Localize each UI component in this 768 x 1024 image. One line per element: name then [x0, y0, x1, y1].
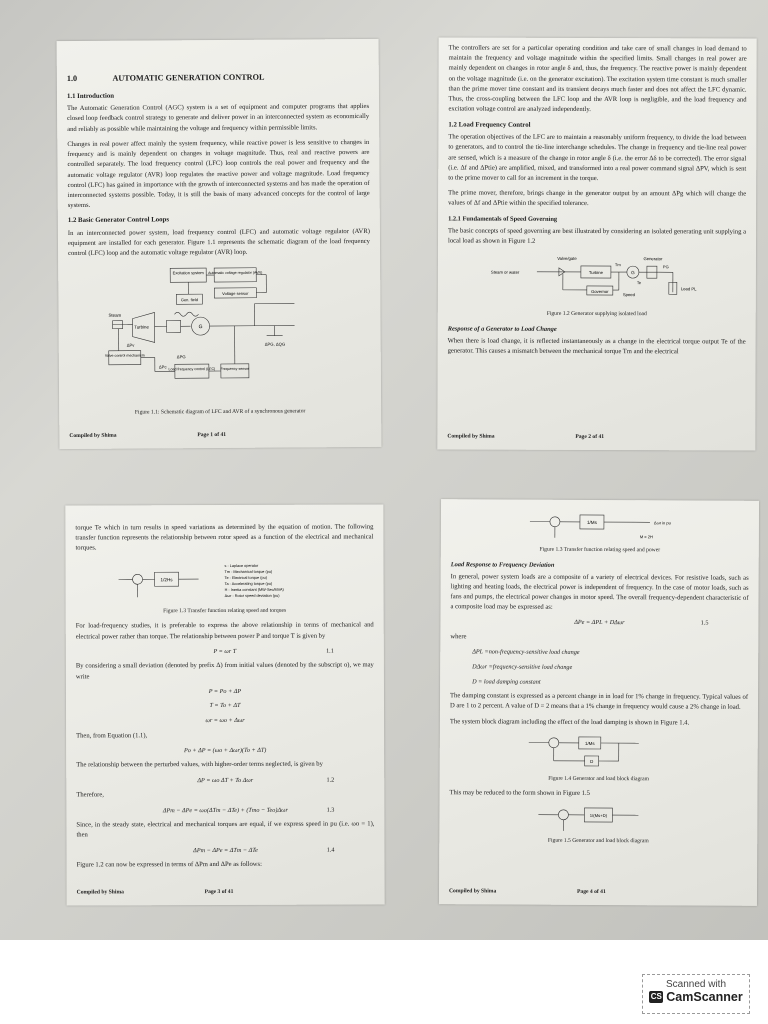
- page-3-footer: [77, 888, 375, 898]
- response-heading: Response of a Generator to Load Change: [447, 325, 557, 333]
- camscanner-watermark: [642, 974, 750, 1014]
- equation-1-1-body: P = ωr T: [213, 647, 237, 655]
- figure-1-4-diagram: [499, 732, 699, 773]
- block-diagram-paragraph: The system block diagram including the effect of the load damping is shown in Figure 1.4.: [449, 717, 690, 727]
- fig-label-generator-g: G: [198, 323, 203, 330]
- figure-1-5-diagram: [498, 804, 698, 835]
- fig2-label-te: Te: [636, 280, 642, 286]
- equation-expanded: Po + ΔP = (ωo + Δωr)(To + ΔT): [183, 746, 267, 754]
- equation-1-4: [76, 845, 374, 856]
- lfc-paragraph-2: The prime mover, therefore, brings change in the generator output by an amount ΔPg which will change the values of Δf and ΔPtie within the specified tolerance.: [448, 189, 747, 208]
- document-page-1: [57, 39, 382, 449]
- speed-governing-paragraph: The basic concepts of speed governing are best illustrated by considering an isolated generating unit supplying a local load as shown in Figure 1.2: [447, 226, 747, 245]
- perturbed-paragraph: The relationship between the perturbed values, with higher-order terms neglected, is given by: [76, 761, 323, 769]
- load-response-heading: Load Response to Frequency Deviation: [450, 560, 555, 569]
- controllers-paragraph: The controllers are set for a particular operating condition and take care of small changes in load demand to maintain the frequency and voltage magnitude within the specified limits. Small changes in real power are mainly dependent on changes in rotor angle δ and, thus, the frequency. The reactive power is mainly dependent on the voltage magnitude (i.e. on the generator excitation). The excitation system time constant is much smaller than the prime mover time constant and its transient decays much faster and does not affect the LFC dynamic. Thus, the cross-coupling between the LFC loop and the AVR loop is negligible, and the load frequency and excitation voltage control are analyzed independently.: [448, 44, 747, 114]
- footer-page-number: Page 2 of 41: [575, 434, 605, 441]
- figure-1-2-diagram: [487, 252, 707, 309]
- intro-paragraph-1: The Automatic Generation Control (AGC) system is a set of equipment and computer programs that applies closed loop feedback control strategy to generate and deliver power in an interconnected system as economically and reliably as possible while maintaining the voltage and frequency within permissible limits.: [67, 103, 370, 133]
- legend-line-1: s - Laplace operator: [224, 563, 259, 568]
- page-1-footer: [69, 430, 371, 441]
- section-heading-basic-loops: 1.2 Basic Generator Control Loops: [67, 216, 169, 225]
- equation-1-5-number: 1.5: [700, 619, 709, 628]
- definition-d: D = load damping constant: [472, 677, 541, 686]
- figure-1-1-schematic: [104, 263, 335, 407]
- fig-label-dpv: ΔPv: [126, 342, 135, 348]
- equation-1-4-number: 1.4: [326, 846, 335, 854]
- footer-page-number: Page 3 of 41: [204, 889, 234, 896]
- footer-author: Compiled by Shima: [448, 888, 497, 895]
- equation-1-3-body: ΔPm − ΔPe = ωo(ΔTm − ΔTe) + (Tmo − Teo)Δωr: [162, 806, 288, 814]
- equation-t: T = To + ΔT: [209, 702, 241, 710]
- page-2-footer: [447, 433, 745, 443]
- legend-line-6: Δωr - Rotor speed deviation (pu): [224, 593, 280, 598]
- fig4a-output: Δωr in pu: [653, 520, 671, 526]
- legend-line-3: Te - Electrical torque (pu): [224, 575, 267, 580]
- fig15-block: 1/(Ms+D): [589, 812, 608, 818]
- document-page-4: [439, 499, 759, 906]
- deviation-paragraph: By considering a small deviation (denoted by prefix Δ) from initial values (denoted by the subscript o), we may write: [75, 661, 374, 681]
- reduce-paragraph: This may be reduced to the form shown in Figure 1.5: [449, 789, 591, 798]
- lfc-paragraph-1: The operation objectives of the LFC are to maintain a reasonably uniform frequency, to divide the load between to generators, and to control the tie-line interchange schedules. The change in frequency and tie-line real power are sensed, which is a measure of the change in rotor angle δ (i.e. the error Δδ to be corrected). The error signal (i.e. Δf and ΔPtie) are amplified, mixed, and transformed into a real power command signal ΔPV, which is sent to the prime mover to call for an increment in the torque.: [448, 133, 747, 182]
- fig2-label-tm: Tm: [614, 262, 621, 268]
- legend-line-5: H - Inertia constant (MW-Sec/MVA): [224, 587, 284, 592]
- equation-omega: ωr = ωo + Δωr: [205, 716, 245, 725]
- fig-label-gen-field: Gen. field: [180, 296, 198, 302]
- fig2-label-speed: Speed: [622, 292, 635, 298]
- fig-label-dpc: ΔPc: [158, 363, 167, 370]
- footer-author: Compiled by Shima: [76, 889, 124, 896]
- definition-pl: ΔPL =non-frequency-sensitive load change: [472, 648, 580, 657]
- power-torque-paragraph: For load-frequency studies, it is preferable to express the above relationship in terms of mechanical and electrical power rather than torque. The relationship between power P and torque T is given by: [75, 621, 374, 641]
- fig14-d: D: [590, 758, 594, 764]
- subsection-heading-speed-governing: 1.2.1 Fundamentals of Speed Governing: [448, 215, 558, 223]
- intro-paragraph-2: Changes in real power affect mainly the system frequency, while reactive power is less sensitive to changes in frequency and is mainly dependent on changes in voltage magnitude. Thus, real and reactive powers are controlled separately. The load frequency control (LFC) loop controls the real power and frequency and the automatic voltage regulator (AVR) loop regulates the reactive power and voltage magnitude. Load frequency control (LFC) has gained in importance with the growth of interconnected systems and has made the operation of interconnected systems possible. Today, it is still the basis of many advanced concepts for the control of large systems.: [67, 138, 370, 210]
- equation-1-1: [76, 646, 374, 657]
- torque-paragraph: torque Te which in turn results in speed variations as determined by the equation of motion. The following transfer function represents the relationship between rotor speed as a function of the electrical and mechanical torques.: [75, 523, 374, 552]
- fig2-label-valve-gate: Valve/gate: [557, 255, 577, 261]
- where-label: where: [450, 633, 467, 641]
- equation-1-2: [76, 775, 374, 786]
- then-paragraph: Then, from Equation (1.1),: [76, 731, 148, 740]
- equation-1-3: [76, 805, 374, 816]
- figure-1-3-power-diagram: [490, 507, 710, 544]
- section-heading-lfc: 1.2 Load Frequency Control: [448, 121, 531, 129]
- legend-line-4: Ta - Accelerating torque (pu): [224, 581, 273, 586]
- equation-1-5: [450, 618, 748, 629]
- equation-1-2-body: ΔP = ωo ΔT + To Δωr: [197, 776, 254, 784]
- chapter-heading: [67, 71, 369, 86]
- fig-label-voltage-sensor: Voltage sensor: [222, 290, 249, 296]
- section-heading-introduction: 1.1 Introduction: [66, 92, 115, 100]
- definition-ddw: DΔωr =frequency-sensitive load change: [472, 663, 573, 671]
- footer-page-number: Page 1 of 41: [197, 432, 227, 439]
- fig-label-valve: Valve control mechanism: [104, 353, 145, 358]
- equation-1-2-number: 1.2: [326, 776, 335, 784]
- watermark-scanned-with: Scanned with: [665, 979, 727, 990]
- fig14-block: 1/Ms: [585, 740, 595, 746]
- fig2-label-load: Load PL: [680, 286, 697, 292]
- fig-label-dpq: ΔPG, ΔQG: [264, 341, 286, 347]
- fig-label-dpg: ΔPG: [176, 353, 186, 359]
- watermark-brand: [643, 990, 749, 1004]
- footer-author: Compiled by Shima: [447, 433, 495, 440]
- basic-loops-paragraph: In an interconnected power system, load frequency control (LFC) and automatic voltage regulator (AVR) equipment are installed for each generator. Figure 1.1 represents the schematic diagram of the load frequency control (LFC) loop and the automatic voltage regulator (AVR) loop.: [67, 227, 371, 258]
- document-page-2: [437, 37, 756, 450]
- figure-1-1-caption: Figure 1.1: Schematic diagram of LFC and AVR of a synchronous generator: [134, 408, 306, 416]
- load-response-paragraph: In general, power system loads are a composite of a variety of electrical devices. For resistive loads, such as lighting and heating loads, the electrical power is independent of frequency. In the case of motor loads, such as fans and pumps, the electrical power changes in motor speed. The overall frequency-dependent characteristic of a composite load may be expressed as:: [450, 572, 749, 611]
- fig2-label-steam-water: Steam or water: [490, 269, 520, 275]
- fig-label-excitation: Excitation system: [172, 269, 204, 275]
- watermark-brand-name: CamScanner: [666, 990, 743, 1004]
- therefore-paragraph: Therefore,: [76, 791, 104, 799]
- fig-label-lfc: Load frequency control (LFC): [168, 366, 216, 371]
- equation-1-5-body: ΔPe = ΔPL + DΔωr: [574, 619, 625, 627]
- fig4a-block: 1/Ms: [586, 519, 597, 525]
- equation-p: P = Po + ΔP: [208, 687, 242, 695]
- steady-state-paragraph: Since, in the steady state, electrical and mechanical torques are equal, if we express speed in pu (i.e. ωo = 1), then: [76, 820, 375, 839]
- document-page-3: [65, 504, 384, 905]
- figure-1-5-caption: Figure 1.5 Generator and load block diagram: [547, 837, 649, 844]
- equation-1-3-number: 1.3: [326, 806, 335, 814]
- footer-author: Compiled by Shima: [69, 433, 117, 440]
- chapter-number: 1.0: [66, 73, 78, 84]
- figure-1-4-caption: Figure 1.4 Generator and load block diagram: [548, 775, 650, 783]
- camscanner-logo-icon: CS: [650, 992, 662, 1001]
- fig2-label-generator: Generator: [643, 256, 663, 262]
- damping-paragraph: The damping constant is expressed as a percent change in in load for 1% change in frequency. Typical values of D are 1 to 2 percent. A value of D = 2 means that a 1% change in frequency would cause a 2% change in load.: [449, 692, 749, 712]
- equation-1-1-number: 1.1: [326, 647, 334, 655]
- fig-label-steam: Steam: [108, 312, 122, 318]
- figure-1-3-caption: Figure 1.3 Transfer function relating speed and torques: [163, 607, 287, 614]
- figure-1-3-torque-diagram: [104, 558, 344, 605]
- fig2-label-turbine: Turbine: [588, 269, 603, 275]
- fig-label-turbine: Turbine: [134, 324, 149, 330]
- fig-label-freq-sensor: Frequency sensor: [220, 366, 250, 371]
- figure-1-3b-caption: Figure 1.3 Transfer function relating speed and power: [539, 546, 661, 554]
- fig2-label-g: G: [631, 270, 635, 276]
- fig3-block: 1/2Hs: [160, 576, 173, 582]
- fig2-label-governor: Governor: [591, 288, 609, 294]
- fig4a-m: M = 2H: [639, 534, 653, 540]
- legend-line-2: Tm - Mechanical torque (pu): [224, 569, 273, 574]
- figure-1-2-caption: Figure 1.2 Generator supplying isolated load: [546, 310, 647, 318]
- figure-reexpress-paragraph: Figure 1.2 can now be expressed in terms of ΔPm and ΔPe as follows:: [76, 861, 262, 869]
- response-paragraph: When there is load change, it is reflected instantaneously as a change in the electrical torque output Te of the generator. This causes a mismatch between the mechanical torque Tm and the electrical: [447, 337, 746, 356]
- chapter-title: AUTOMATIC GENERATION CONTROL: [112, 72, 265, 83]
- fig-label-avr: Automatic voltage regulator (AVR): [208, 270, 263, 275]
- equation-1-4-body: ΔPm − ΔPe = ΔTm − ΔTe: [193, 846, 258, 854]
- page-4-footer: [449, 888, 747, 898]
- footer-page-number: Page 4 of 41: [576, 889, 606, 896]
- fig2-label-pg: PG: [662, 264, 669, 270]
